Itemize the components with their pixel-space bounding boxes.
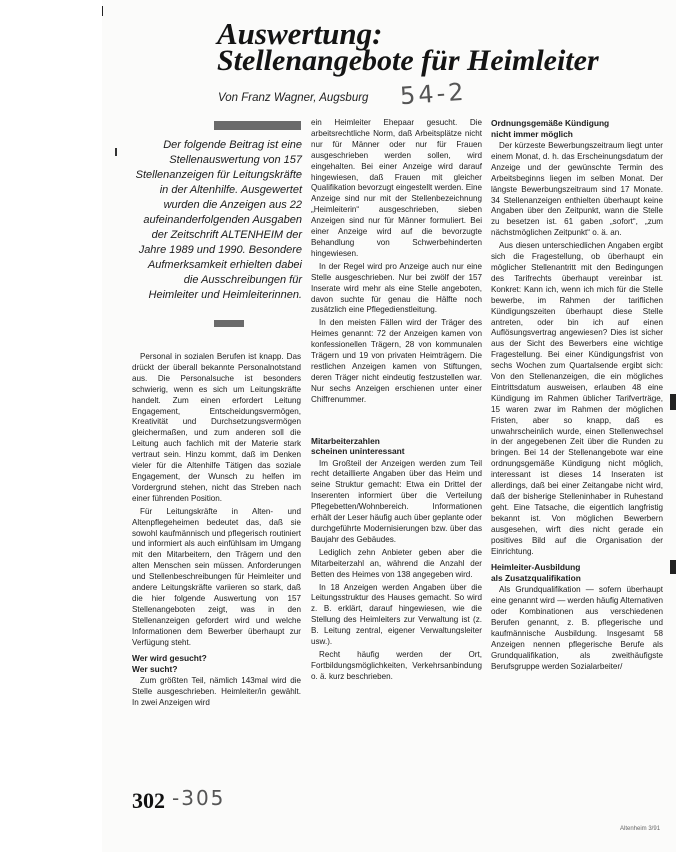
paragraph: Für Leitungskräfte in Alten- und Altenpflegeheimen bedeutet das, daß sie sowohl kaufmännisch und pflegerisch routiniert und informiert als auch einfühlsam im Umgang mit den Mitarbeitern, den Trägern und den alten Menschen sein müssen. Anforderungen und Stellenbeschreibungen für Heimleiter und andere Leitungskräfte variieren so stark, daß die hier folgende Auswertung von 157 Stellenangeboten zeigt, was in den Stellenanzeigen gefordert wird und welche Informationen dem Bewerber überhaupt zur Verfügung steht. <box>132 506 301 647</box>
section-heading <box>491 562 663 583</box>
page-number: 302 <box>132 788 165 813</box>
article-title-line2: Stellenangebote für Heimleiter <box>217 44 599 77</box>
author-byline: Von Franz Wagner, Augsburg <box>218 92 369 104</box>
heading-line: Wer wird gesucht? <box>132 653 207 664</box>
paragraph: Zum größten Teil, nämlich 143mal wird die Stelle ausgeschrieben. Heimleiter/in gewählt. In zwei Anzeigen wird <box>132 676 301 708</box>
paragraph: Der kürzeste Bewerbungszeitraum liegt unter einem Monat, d. h. das Erscheinungsdatum der Anzeige und der gewünschte Termin des Arbeitsbeginns liegen im selben Monat. Der längste Bewerbungszeitraum sind 17 Monate. 34 Stellenanzeigen enthielten überhaupt keine Angaben über den Zeitpunkt, wann die Stelle zu besetzen ist. 61 gaben „sofort“, „zum nächstmöglichen Zeitpunkt“ o. ä. an. <box>491 141 663 238</box>
intro-top-rule <box>214 121 301 130</box>
heading-line: Ordnungsgemäße Kündigung <box>491 118 610 128</box>
heading-line: Mitarbeiterzahlen <box>311 435 380 446</box>
column-2 <box>311 118 482 818</box>
margin-mark <box>115 148 117 156</box>
paragraph: Personal in sozialen Berufen ist knapp. Das drückt der überall bekannte Personalnotstand aus. Die Personalsuche ist besonders schwierig, wenn es sich um Leitungskräfte handelt. Zum einen erfordert Leitung Engagement, Entscheidungsvermögen, Kreativität und Durchsetzungsvermögen gleichermaßen, und zum anderen soll die Leitung auch fachlich mit der Materie stark vertraut sein. Hinzu kommt, daß im Denken vieler für die Altenhilfe Tätigen das soziale Engagement, der Wunsch zu helfen im Vordergrund stehen, nicht das Streben nach einer führenden Position. <box>132 352 301 503</box>
heading-line: Wer sucht? <box>132 663 178 674</box>
paragraph: In der Regel wird pro Anzeige auch nur eine Stelle ausgeschrieben. Nur bei zwölf der 157 Inserate wird mehr als eine Stelle angeboten, davon suchte für genau die Hälfte noch zusätzlich eine Pflegedienstleitung. <box>311 261 482 315</box>
paragraph: Aus diesen unterschiedlichen Angaben ergibt sich die Fragestellung, ob überhaupt ein möglicher Stellenantritt mit den Bedingungen des Tarifrechts überhaupt vereinbar ist. Konkret: Kann ich, wenn ich mich für die Stelle bewerbe, im Rahmen der tariflichen Kündigungszeiten überhaupt diese Stelle antreten, oder bin ich auf einen Auflösungsvertrag angewiesen? Dies ist sicher aus der Sicht des Bewerbers eine wichtige Fragestellung. Bei einer Kündigungsfrist von sechs Wochen zum Quartalsende ergibt sich: Von den Stellenanzeigen, die ein mögliches Eintrittsdatum ausweisen, erlauben 48 eine Kündigung im Rahmen üblicher Tarifverträge, 15 waren zwar im Rahmen der möglichen Fristen, aber so knapp, daß es unwahrscheinlich wurde, einen Stellenwechsel in der angegebenen Zeit über die Runden zu bringen. Bei 14 der Stellenangebote war eine ordnungsgemäße Kündigung nicht möglich, interessant ist dieses 14 Inseraten ist allerdings, daß bei einer Zeitangabe nicht wird, daß der bisherige Stelleninhaber in Ruhestand geht. Eine Tatsache, die eigentlich langfristig bekannt ist. Von möglichen Bewerbern ausgesehen, wirft dies nicht gerade ein positives Bild auf die Organisation der Einrichtung. <box>491 241 663 556</box>
intro-text: Der folgende Beitrag ist eine Stellenauswertung von 157 Stellenanzeigen für Leitungskräfte in der Altenhilfe. Ausgewertet wurden die Anzeigen aus 22 aufeinanderfolgenden Ausgaben der Zeitschrift ALTENHEIM der Jahre 1989 und 1990. Besondere Aufmerksamkeit erhielten dabei die Ausschreibungen für Heimleiter und Heimleiterinnen. <box>135 139 302 301</box>
paragraph: In 18 Anzeigen werden Angaben über die Leitungsstruktur des Hauses gemacht. So wird z. B. erklärt, darauf hingewiesen, wie die Stellung des Heimleiters zur Verwaltung ist (z. B. Leitung zentral, eigener Verwaltungsleiter usw.). <box>311 582 482 647</box>
paragraph: Recht häufig werden der Ort, Fortbildungsmöglichkeiten, Verkehrsanbindung o. ä. kurz beschrieben. <box>311 649 482 681</box>
heading-line: scheinen uninteressant <box>311 446 405 457</box>
scan-edge <box>670 394 676 410</box>
heading-line: als Zusatzqualifikation <box>491 572 581 583</box>
source-footer: Altenheim 3/91 <box>620 826 661 832</box>
paragraph: Lediglich zehn Anbieter geben aber die Mitarbeiterzahl an, während die Anzahl der Betten des Heimes von 138 angegeben wird. <box>311 547 482 579</box>
intro-bottom-rule <box>214 320 244 327</box>
crop-mark <box>102 6 103 16</box>
paragraph: Im Großteil der Anzeigen werden zum Teil recht detaillierte Angaben über das Heim und seine Struktur gemacht: Etwa ein Drittel der Inserenten informiert über die Verteilung Pflegebetten/Wohnbereich. Informationen erhält der Leser häufig auch über geplante oder durchgeführte Modernisierungen bzw. über das Baujahr des Gebäudes. <box>311 458 482 544</box>
article-title-line1: Auswertung: <box>217 16 383 51</box>
section-heading <box>311 436 482 457</box>
paragraph: In den meisten Fällen wird der Träger des Heimes genannt: 72 der Anzeigen kamen von konfessionellen Trägern, 28 von kommunalen Trägern und 19 von privaten Heimträgern. Die restlichen Anzeigen kamen von Stiftungen, deren Träger nicht eindeutig festzustellen war. Nur sechs Anzeigen erschienen unter einer Chiffrenummer. <box>311 318 482 404</box>
handwritten-page-range: -305 <box>172 786 226 810</box>
heading-line: Heimleiter-Ausbildung <box>491 562 581 573</box>
column-1 <box>132 352 301 780</box>
paragraph: ein Heimleiter Ehepaar gesucht. Die arbeitsrechtliche Norm, daß Arbeitsplätze nicht nur für Männer oder nur für Frauen ausgeschrieben werden sollen, wird eingehalten. Bei einer Anzeige wird darauf hingewiesen, daß Frauen mit gleicher Qualifikation bevorzugt eingestellt werden. Eine Anzeige sind nur mit der Stellenbezeichnung „Heimleiterin“ ausgeschrieben, sieben Anzeigen sind nur für Männer formuliert. Bei einer Anzeige wird auf die bevorzugte Behandlung von Schwerbehinderten hingewiesen. <box>311 118 482 258</box>
section-heading <box>491 118 663 139</box>
column-3 <box>491 118 663 818</box>
handwritten-note: 54-2 <box>399 77 468 111</box>
heading-line: nicht immer möglich <box>491 128 573 139</box>
paragraph: Als Grundqualifikation — sofern überhaupt eine genannt wird — werden häufig Alternativen oder Kombinationen aus verschiedenen Berufen genannt, z. B. pflegerische und kaufmännische Ausbildung. Insgesamt 58 Anzeigen nennen pflegerische Berufe als Grundqualifikation, als zweithäufigste Berufsgruppe werden Sozialarbeiter/ <box>491 585 663 671</box>
section-heading <box>132 653 301 674</box>
scan-edge <box>670 560 676 574</box>
